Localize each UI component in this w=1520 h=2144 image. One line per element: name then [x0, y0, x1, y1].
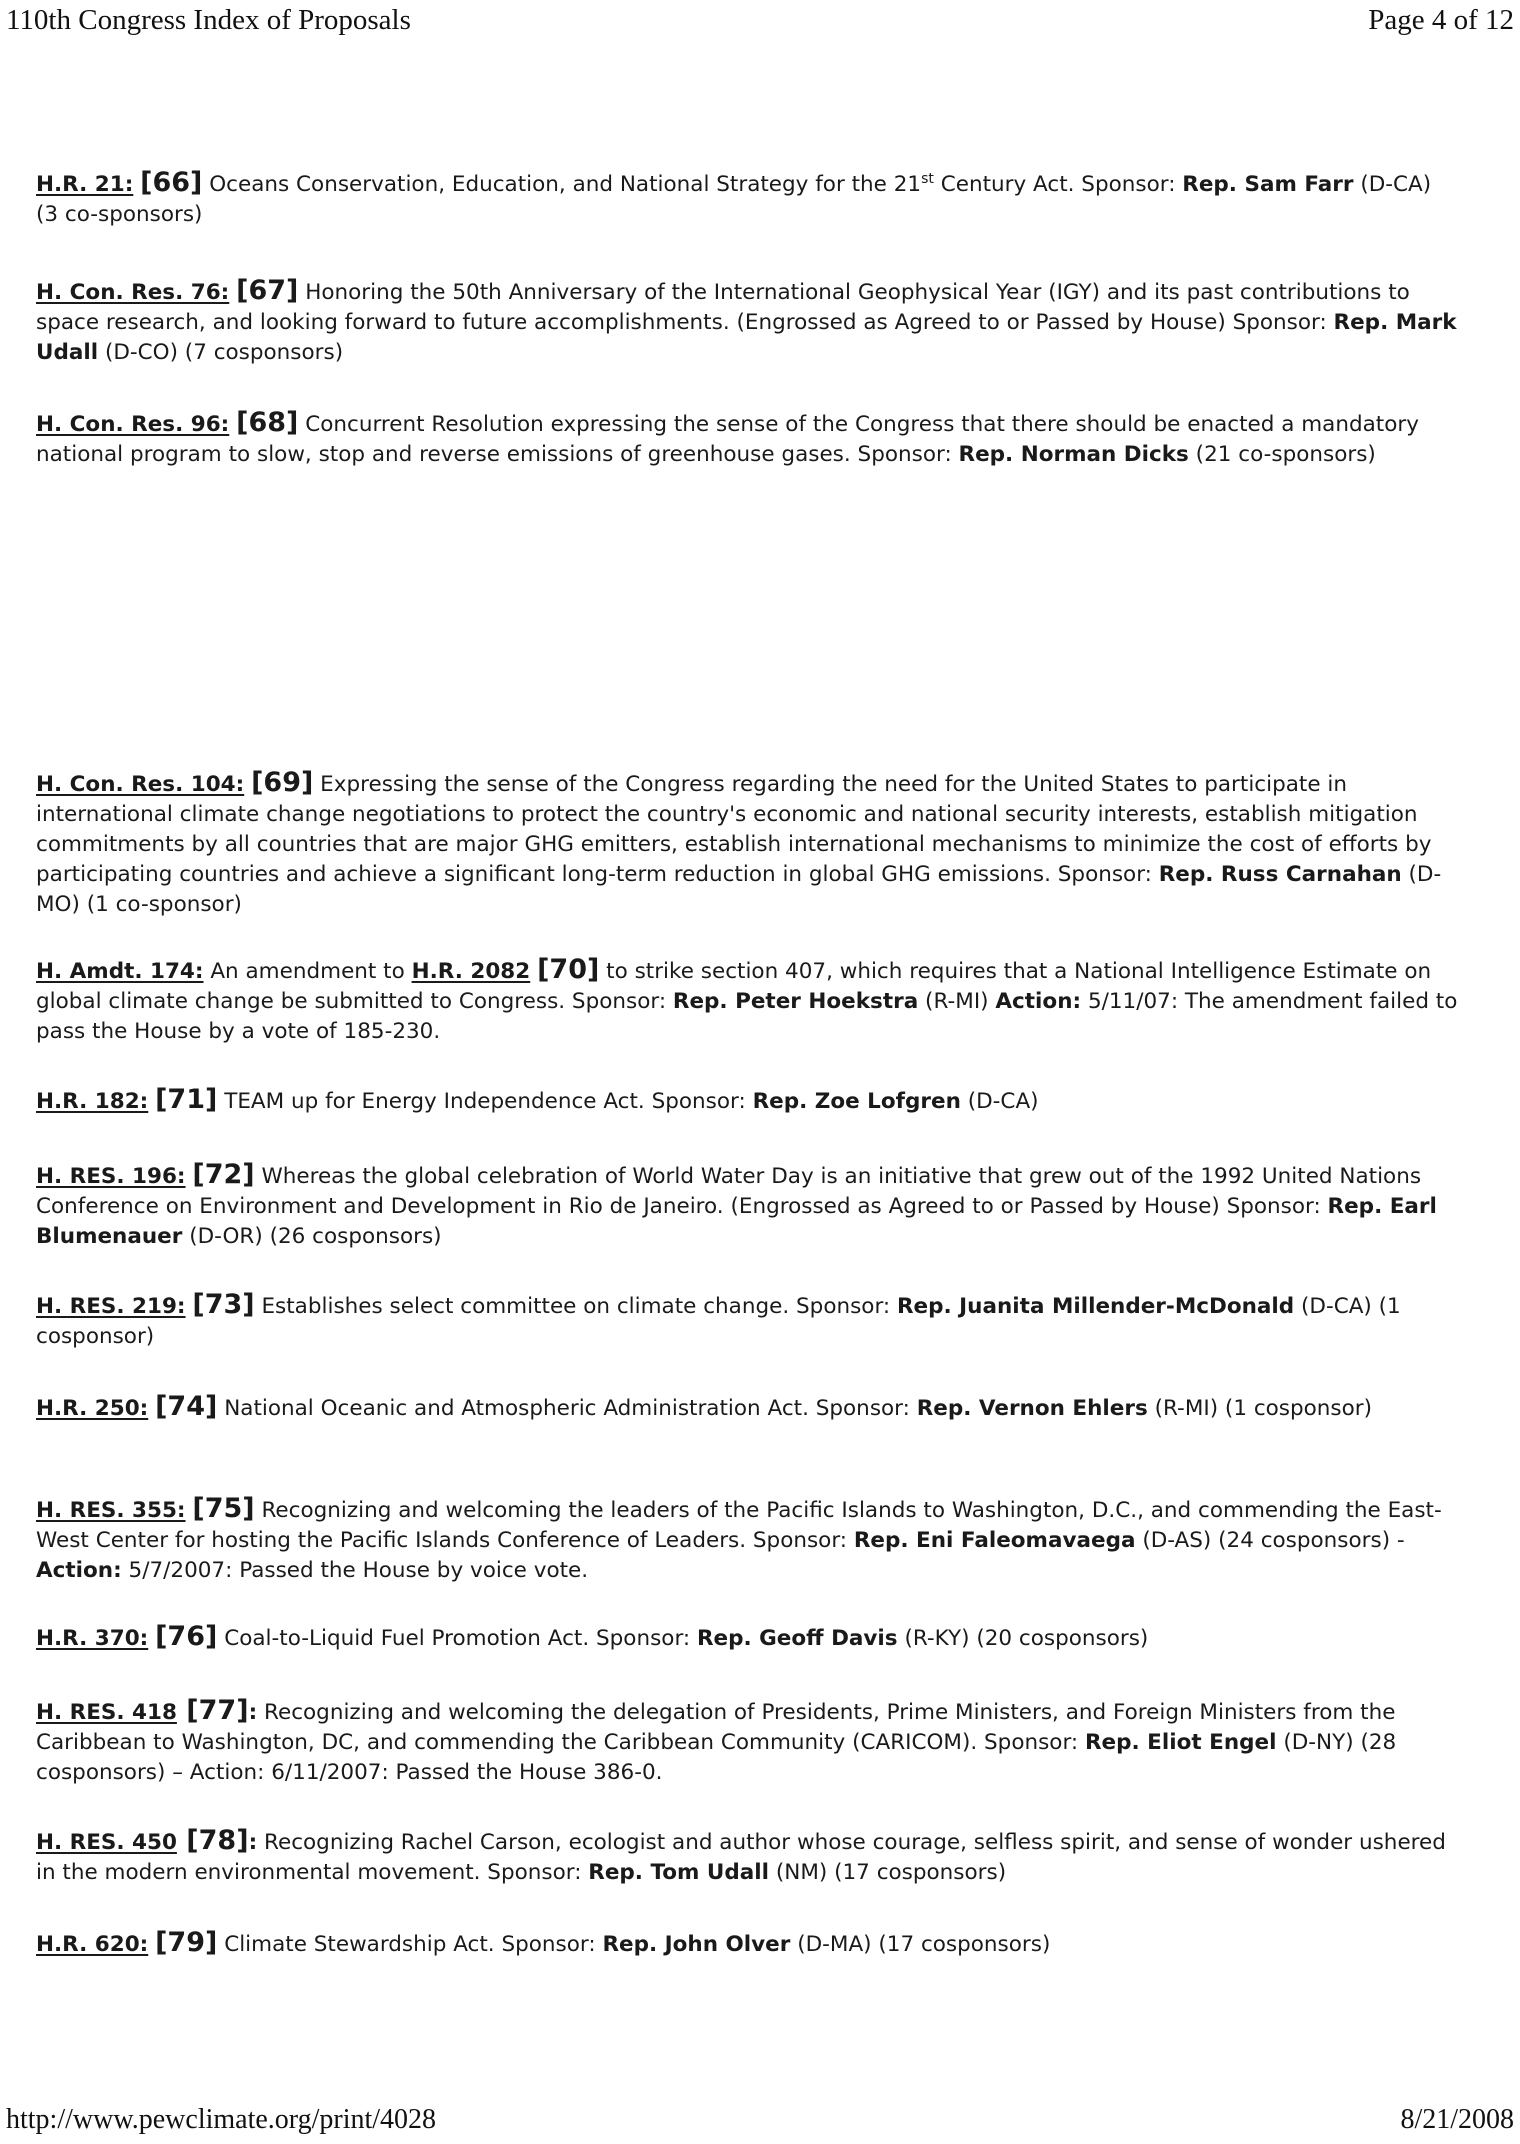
proposal-entry-78 [36, 1826, 1460, 1888]
entry-number: [70] [537, 954, 600, 985]
proposal-entry-75 [36, 1494, 1460, 1586]
entry-text: Honoring the 50th Anniversary of the International Geophysical Year (IGY) and its past contributions to space research, and looking forward to future accomplishments. (Engrossed as Agreed to or Passed by House) Sponsor: [36, 280, 1410, 335]
sponsor-name: Rep. Tom Udall [588, 1860, 770, 1885]
entry-number: [71] [155, 1084, 218, 1115]
proposal-entry-76 [36, 1622, 1460, 1654]
sponsor-name: Rep. John Olver [602, 1932, 791, 1957]
proposal-entry-66 [36, 168, 1460, 230]
page-footer [6, 2096, 1514, 2136]
header-title: 110th Congress Index of Proposals [6, 4, 411, 36]
proposal-entry-69 [36, 768, 1460, 920]
bill-link[interactable]: H. RES. 196: [36, 1164, 186, 1189]
entry-text: : [248, 1830, 258, 1855]
sponsor-name: Rep. Sam Farr [1182, 172, 1354, 197]
entry-text: Recognizing and welcoming the leaders of the Pacific Islands to Washington, D.C., and commending the East-West Center for hosting the Pacific Islands Conference of Leaders. Sponsor: [36, 1498, 1442, 1553]
sponsor-name: Rep. Russ Carnahan [1158, 862, 1402, 887]
entry-number: [68] [236, 407, 299, 438]
entry-text: (R-MI) [918, 989, 996, 1014]
footer-date: 8/21/2008 [1400, 2104, 1514, 2135]
entry-text: (D-CA) (3 co-sponsors) [36, 172, 1432, 227]
sponsor-name: Rep. Eni Faleomavaega [853, 1528, 1136, 1553]
header-page-number: Page 4 of 12 [1368, 4, 1514, 36]
entry-number: [74] [155, 1391, 218, 1422]
sponsor-name: Rep. Vernon Ehlers [916, 1396, 1148, 1421]
action-label: Action: [995, 989, 1082, 1014]
entry-text: Recognizing and welcoming the delegation of Presidents, Prime Ministers, and Foreign Ministers from the Caribbean to Washington, DC, and commending the Caribbean Community (CARICOM). Sponsor: [36, 1700, 1396, 1755]
entry-text: : [248, 1700, 258, 1725]
entry-number: [75] [192, 1493, 255, 1524]
bill-link[interactable]: H. Con. Res. 104: [36, 772, 245, 797]
bill-link[interactable]: H.R. 21: [36, 172, 134, 197]
entry-text: (D-MA) (17 cosponsors) [790, 1932, 1051, 1957]
entry-text: Oceans Conservation, Education, and National Strategy for the 21 [202, 172, 922, 197]
entry-text: (NM) (17 cosponsors) [769, 1860, 1007, 1885]
entry-text: Climate Stewardship Act. Sponsor: [217, 1932, 603, 1957]
entry-text: Coal-to-Liquid Fuel Promotion Act. Sponsor: [217, 1626, 697, 1651]
entry-text: to strike section 407, which requires that a National Intelligence Estimate on global climate change be submitted to Congress. Sponsor: [36, 959, 1432, 1014]
amendment-link[interactable]: H. Amdt. 174: [36, 959, 204, 984]
entry-text: Century Act. Sponsor: [933, 172, 1183, 197]
entry-text: (D-CA) (1 cosponsor) [36, 1294, 1401, 1349]
entry-number: [77] [176, 1695, 249, 1726]
bill-link[interactable]: H. Con. Res. 76: [36, 280, 230, 305]
entry-text: 5/7/2007: Passed the House by voice vote. [121, 1558, 589, 1583]
page-header [6, 4, 1514, 44]
entry-text: TEAM up for Energy Independence Act. Sponsor: [217, 1089, 753, 1114]
sponsor-name: Rep. Geoff Davis [696, 1626, 898, 1651]
bill-link[interactable]: H. RES. 418 [36, 1700, 177, 1725]
bill-link[interactable]: H.R. 370: [36, 1626, 149, 1651]
entry-text: An amendment to [203, 959, 412, 984]
proposal-entry-68 [36, 408, 1460, 470]
bill-link[interactable]: H. Con. Res. 96: [36, 412, 230, 437]
entry-text: 5/11/07: The amendment failed to pass the House by a vote of 185-230. [36, 989, 1458, 1044]
entry-number: [67] [236, 275, 299, 306]
proposal-entry-71 [36, 1085, 1460, 1117]
entry-number: [66] [140, 167, 203, 198]
bill-link[interactable]: H.R. 620: [36, 1932, 149, 1957]
entry-text: (R-MI) (1 cosponsor) [1147, 1396, 1373, 1421]
bill-link[interactable]: H. RES. 355: [36, 1498, 186, 1523]
entry-number: [69] [251, 767, 314, 798]
sponsor-name: Rep. Norman Dicks [958, 442, 1189, 467]
bill-link[interactable]: H.R. 2082 [411, 959, 531, 984]
proposal-entry-74 [36, 1392, 1460, 1424]
proposal-entry-73 [36, 1290, 1460, 1352]
entry-text: (D-MO) (1 co-sponsor) [36, 862, 1442, 917]
entry-text: (D-AS) (24 cosponsors) - [1135, 1528, 1405, 1553]
bill-link[interactable]: H. RES. 219: [36, 1294, 186, 1319]
sponsor-name: Rep. Zoe Lofgren [752, 1089, 961, 1114]
entry-number: [76] [155, 1621, 218, 1652]
footer-url[interactable]: http://www.pewclimate.org/print/4028 [6, 2104, 437, 2135]
entry-text: National Oceanic and Atmospheric Administration Act. Sponsor: [217, 1396, 917, 1421]
proposal-entry-79 [36, 1928, 1460, 1960]
entry-text: Establishes select committee on climate change. Sponsor: [254, 1294, 897, 1319]
entry-text: (D-OR) (26 cosponsors) [182, 1224, 442, 1249]
entry-text: Concurrent Resolution expressing the sense of the Congress that there should be enacted a mandatory national program to slow, stop and reverse emissions of greenhouse gases. Sponsor: [36, 412, 1419, 467]
sponsor-name: Rep. Eliot Engel [1085, 1730, 1277, 1755]
entry-number: [78] [176, 1825, 249, 1856]
entry-text: Recognizing Rachel Carson, ecologist and author whose courage, selfless spirit, and sense of wonder ushered in the modern environmental movement. Sponsor: [36, 1830, 1446, 1885]
sponsor-name: Rep. Juanita Millender-McDonald [897, 1294, 1295, 1319]
proposal-entry-70 [36, 955, 1460, 1047]
sponsor-name: Rep. Peter Hoekstra [672, 989, 919, 1014]
proposal-entry-67 [36, 276, 1460, 368]
proposal-entry-77 [36, 1696, 1460, 1788]
entry-text: (D-NY) (28 cosponsors) – Action: 6/11/2007: Passed the House 386-0. [36, 1730, 1397, 1785]
bill-link[interactable]: H.R. 182: [36, 1089, 149, 1114]
bill-link[interactable]: H. RES. 450 [36, 1830, 177, 1855]
superscript: st [921, 170, 934, 187]
bill-link[interactable]: H.R. 250: [36, 1396, 149, 1421]
sponsor-name: Rep. Mark Udall [36, 310, 1457, 365]
action-label: Action: [36, 1558, 122, 1583]
entry-text: (21 co-sponsors) [1188, 442, 1376, 467]
entry-text: Whereas the global celebration of World Water Day is an initiative that grew out of the 1992 United Nations Conference on Environment and Development in Rio de Janeiro. (Engrossed as Agreed to or Passed by House) Sponsor: [36, 1164, 1422, 1219]
entry-number: [73] [192, 1289, 255, 1320]
sponsor-name: Rep. Earl Blumenauer [36, 1194, 1437, 1249]
proposal-entry-72 [36, 1160, 1460, 1252]
entry-text: (D-CA) [960, 1089, 1039, 1114]
entry-number: [79] [155, 1927, 218, 1958]
entry-text: (R-KY) (20 cosponsors) [897, 1626, 1149, 1651]
entry-text: (D-CO) (7 cosponsors) [98, 340, 344, 365]
entry-text: Expressing the sense of the Congress regarding the need for the United States to participate in international climate change negotiations to protect the country's economic and national security interests, establish mitigation commitments by all countries that are major GHG emitters, establish international mechanisms to minimize the cost of efforts by participating countries and achieve a significant long-term reduction in global GHG emissions. Sponsor: [36, 772, 1432, 887]
entry-number: [72] [192, 1159, 255, 1190]
